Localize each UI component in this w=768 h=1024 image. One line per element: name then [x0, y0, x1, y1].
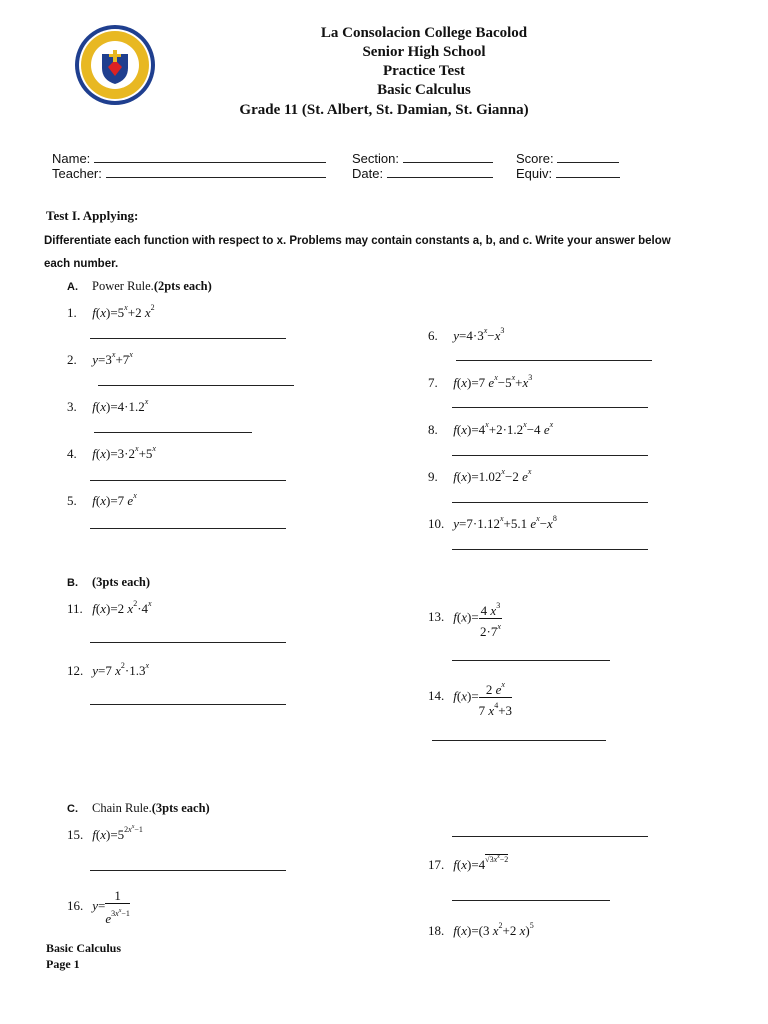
answer-line-3[interactable]: [94, 432, 252, 433]
equation: $f(x)=3\cdot 2^x+5^x$: [92, 444, 156, 461]
answer-line-2[interactable]: [98, 385, 294, 386]
problem-number: 9.: [428, 469, 438, 484]
teacher-field: [52, 166, 326, 181]
part-b-points: (3pts each): [92, 575, 150, 589]
answer-line-9[interactable]: [452, 502, 648, 503]
answer-line-8[interactable]: [452, 455, 648, 456]
problem-number: 13.: [428, 609, 445, 625]
answer-line-6[interactable]: [456, 360, 652, 361]
equation: $f(x)=4^{√3x^x-2}$: [453, 854, 509, 872]
fraction: $\frac{4 x^3}{2\cdot 7^x}$: [479, 598, 503, 639]
equiv-blank[interactable]: [556, 166, 620, 178]
problem-2: [67, 350, 133, 368]
equation: f(x)=(3 $x^2+2$ x)$^5$: [453, 921, 534, 938]
section-label: Section:: [352, 151, 399, 166]
equation: $f(x)=5^x+2$ $x^2$: [92, 303, 155, 320]
problem-11: [67, 599, 152, 617]
fraction: $\frac{1}{e^{3x^x-1}}$: [105, 888, 130, 926]
equation: f(x)=: [453, 688, 479, 704]
problem-1: [67, 303, 155, 321]
answer-line-10[interactable]: [452, 549, 648, 550]
problem-14: [428, 677, 512, 718]
problem-number: 5.: [67, 493, 77, 508]
problem-5: [67, 491, 137, 509]
equation: y=7 $x^2\cdot 1.3^x$: [92, 661, 150, 678]
equation: $y=3^x+7^x$: [92, 350, 133, 367]
instructions-line1: Differentiate each function with respect to x. Problems may contain constants a, b, and c. Write your answer below: [44, 235, 671, 247]
answer-line-1[interactable]: [90, 338, 286, 339]
problem-6: [428, 326, 504, 344]
equation: $f(x)=1.02^x-2$ $e^x$: [453, 467, 532, 484]
problem-9: [428, 467, 531, 485]
problem-number: 2.: [67, 352, 77, 367]
equation: f(x)=7 $e^x$: [92, 491, 137, 508]
name-label: Name:: [52, 151, 91, 166]
part-b-letter: B.: [67, 577, 78, 589]
problem-16: [67, 888, 130, 926]
problem-15: [67, 824, 143, 843]
equation: f(x)=7 $e^x-5^x+x^3$: [453, 373, 533, 390]
grade-title: Grade 11 (St. Albert, St. Damian, St. Gianna): [239, 102, 529, 118]
problem-3: [67, 397, 148, 415]
answer-line-14[interactable]: [432, 740, 606, 741]
instructions-line2: each number.: [44, 258, 119, 270]
part-b-header: [67, 575, 150, 590]
section-blank[interactable]: [403, 151, 493, 163]
problem-number: 15.: [67, 827, 84, 842]
equation: $y=4\cdot 3^x-x^3$: [453, 326, 505, 343]
problem-number: 3.: [67, 399, 77, 414]
answer-line-4[interactable]: [90, 480, 286, 481]
answer-line-16[interactable]: [452, 836, 648, 837]
school-name: La Consolacion College Bacolod: [320, 25, 528, 41]
answer-line-7[interactable]: [452, 407, 648, 408]
answer-line-17[interactable]: [452, 900, 610, 901]
problem-number: 12.: [67, 663, 84, 678]
equation: $f(x)=5^{2x^x-1}$: [92, 824, 143, 842]
name-field: [52, 151, 326, 166]
footer-page: Page 1: [46, 957, 80, 971]
problem-number: 1.: [67, 305, 77, 320]
part-c-letter: C.: [67, 803, 78, 815]
teacher-label: Teacher:: [52, 166, 102, 181]
problem-18: [428, 921, 534, 939]
problem-number: 7.: [428, 375, 438, 390]
equation: $f(x)=4^x+2\cdot 1.2^x-4$ $e^x$: [453, 420, 554, 437]
equation: f(x)=: [453, 609, 479, 625]
equation: f(x)=2 $x^2\cdot 4^x$: [92, 599, 152, 616]
fraction: $\frac{2 e^x}{7 x^4+3}$: [479, 677, 512, 718]
test-type: Practice Test: [382, 63, 466, 79]
equiv-field: [516, 166, 620, 181]
problem-number: 18.: [428, 923, 445, 938]
problem-number: 10.: [428, 516, 445, 531]
part-c-header: [67, 801, 210, 816]
date-blank[interactable]: [387, 166, 493, 178]
problem-number: 17.: [428, 857, 445, 872]
equation: $f(x)=4\cdot 1.2^x$: [92, 397, 149, 414]
teacher-blank[interactable]: [106, 166, 326, 178]
problem-8: [428, 420, 553, 438]
answer-line-13[interactable]: [452, 660, 610, 661]
department-name: Senior High School: [362, 44, 486, 60]
part-a-title: Power Rule.: [92, 279, 154, 293]
problem-7: [428, 373, 532, 391]
part-a-points: (2pts each): [153, 279, 212, 293]
equation: $y=7\cdot 1.12^x+5.1$ $e^x-x^8$: [453, 514, 557, 531]
problem-13: [428, 598, 502, 639]
problem-17: [428, 854, 508, 873]
problem-number: 14.: [428, 688, 445, 704]
section-field: [352, 151, 493, 166]
problem-10: [428, 514, 557, 532]
date-field: [352, 166, 493, 181]
score-label: Score:: [516, 151, 554, 166]
problem-12: [67, 661, 149, 679]
problem-number: 16.: [67, 897, 84, 913]
problem-4: [67, 444, 156, 462]
answer-line-11[interactable]: [90, 642, 286, 643]
part-c-title: Chain Rule.: [92, 801, 152, 815]
score-blank[interactable]: [557, 151, 619, 163]
answer-line-5[interactable]: [90, 528, 286, 529]
answer-line-12[interactable]: [90, 704, 286, 705]
test-title: Test I. Applying:: [46, 208, 139, 223]
score-field: [516, 151, 619, 166]
answer-line-15[interactable]: [90, 870, 286, 871]
footer-subject: Basic Calculus: [46, 941, 122, 955]
problem-number: 4.: [67, 446, 77, 461]
subject-title: Basic Calculus: [377, 82, 471, 98]
part-a-header: [67, 279, 212, 294]
problem-number: 8.: [428, 422, 438, 437]
name-blank[interactable]: [94, 151, 326, 163]
equation: y=: [92, 897, 106, 913]
part-c-points: (3pts each): [151, 801, 210, 815]
date-label: Date:: [352, 166, 384, 181]
part-a-letter: A.: [67, 281, 78, 293]
equiv-label: Equiv:: [516, 166, 553, 181]
problem-number: 6.: [428, 328, 438, 343]
problem-number: 11.: [67, 601, 83, 616]
